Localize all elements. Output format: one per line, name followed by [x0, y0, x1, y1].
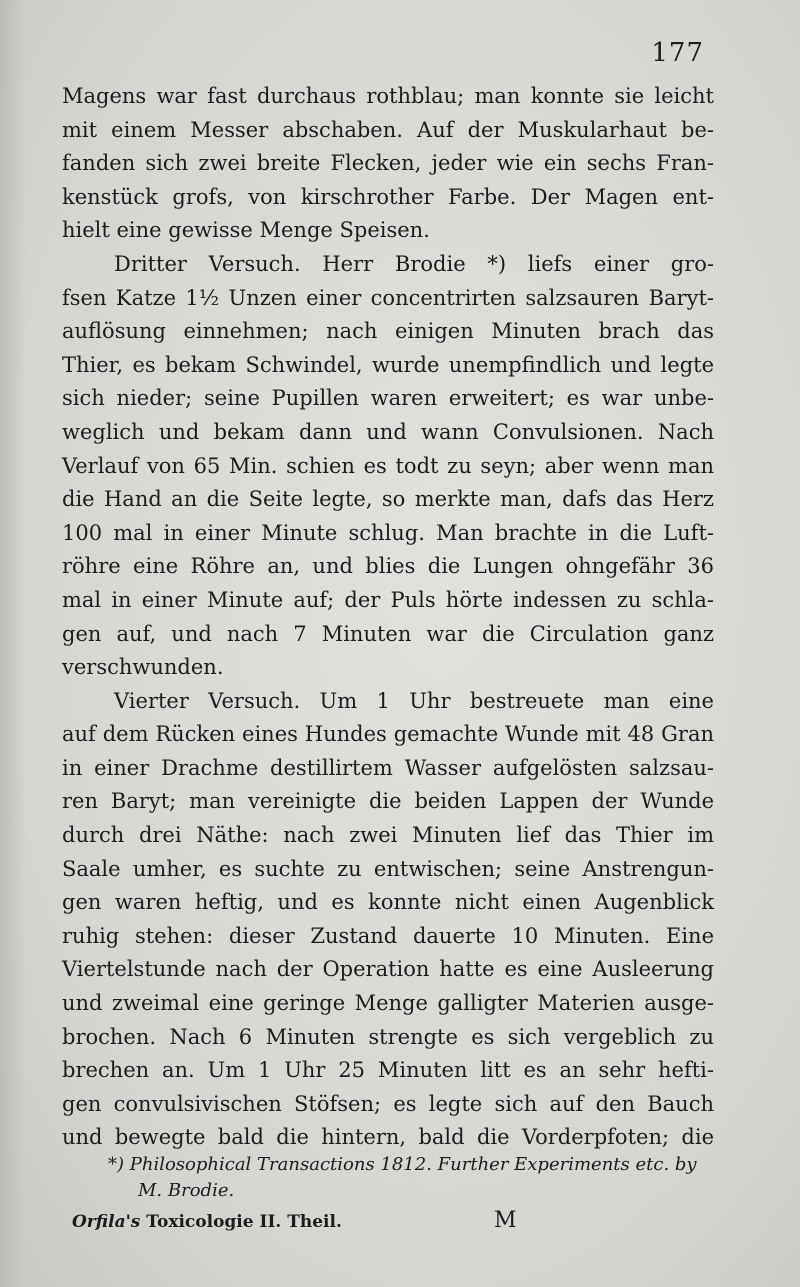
text-line: ruhig stehen: dieser Zustand dauerte 10 Minuten. Eine — [62, 923, 714, 948]
footnote-line: *) Philosophical Transactions 1812. Further Experiments etc. by — [108, 1154, 697, 1175]
text-line: Viertelstunde nach der Operation hatte es eine Ausleerung — [62, 957, 714, 982]
body-text — [62, 80, 714, 1155]
text-line: Vierter Versuch. Um 1 Uhr bestreuete man eine — [114, 688, 714, 713]
paragraph-third-experiment — [62, 248, 714, 685]
text-line: Magens war fast durchaus rothblau; man konnte sie leicht — [62, 84, 714, 108]
printer-signature — [72, 1212, 342, 1232]
text-line: die Hand an die Seite legte, so merkte man, dafs das Herz — [62, 487, 714, 512]
text-line: ren Baryt; man vereinigte die beiden Lappen der Wunde — [62, 789, 714, 814]
text-line: Saale umher, es suchte zu entwischen; seine Anstrengun- — [62, 856, 714, 881]
text-line: brochen. Nach 6 Minuten strengte es sich vergeblich zu — [62, 1024, 714, 1049]
text-line: Thier, es bekam Schwindel, wurde unempfindlich und legte — [62, 352, 714, 377]
text-line: sich nieder; seine Pupillen waren erweitert; es war unbe- — [62, 386, 714, 411]
text-line: Verlauf von 65 Min. schien es todt zu seyn; aber wenn man — [62, 453, 714, 478]
footnote — [108, 1152, 728, 1204]
signature-title: Toxicologie II. Theil. — [146, 1212, 342, 1232]
text-line: gen auf, und nach 7 Minuten war die Circulation ganz — [62, 621, 714, 646]
text-line: weglich und bekam dann und wann Convulsionen. Nach — [62, 419, 714, 444]
text-line: brechen an. Um 1 Uhr 25 Minuten litt es an sehr hefti- — [62, 1058, 714, 1083]
text-line: auf dem Rücken eines Hundes gemachte Wunde mit 48 Gran — [62, 722, 714, 747]
footnote-line: M. Brodie. — [138, 1180, 235, 1201]
page-number: 177 — [651, 38, 704, 68]
paragraph-stomach — [62, 80, 714, 248]
text-line: durch drei Näthe: nach zwei Minuten lief das Thier im — [62, 823, 714, 848]
text-line: mit einem Messer abschaben. Auf der Muskularhaut be- — [62, 117, 714, 142]
text-line: in einer Drachme destillirtem Wasser aufgelösten salzsau- — [62, 755, 714, 780]
text-line: und zweimal eine geringe Menge galligter Materien ausge- — [62, 991, 714, 1016]
text-line: fsen Katze 1½ Unzen einer concentrirten salzsauren Baryt- — [62, 285, 714, 310]
text-line: und bewegte bald die hintern, bald die Vorderpfoten; die — [62, 1125, 714, 1150]
binding-shadow — [0, 0, 26, 1287]
signature-author: Orfila's — [72, 1212, 141, 1232]
text-line: hielt eine gewisse Menge Speisen. — [62, 218, 430, 243]
text-line: gen waren heftig, und es konnte nicht einen Augenblick — [62, 890, 714, 915]
text-line: 100 mal in einer Minute schlug. Man brachte in die Luft- — [62, 520, 714, 545]
text-line: gen convulsivischen Stöfsen; es legte sich auf den Bauch — [62, 1091, 714, 1116]
sheet-mark: M — [494, 1208, 517, 1233]
text-line: auflösung einnehmen; nach einigen Minuten brach das — [62, 319, 714, 344]
text-line: verschwunden. — [62, 655, 224, 680]
text-line: Dritter Versuch. Herr Brodie *) liefs einer gro- — [114, 251, 714, 276]
text-line: kenstück grofs, von kirschrother Farbe. Der Magen ent- — [62, 184, 714, 209]
paragraph-fourth-experiment — [62, 685, 714, 1155]
text-line: mal in einer Minute auf; der Puls hörte indessen zu schla- — [62, 587, 714, 612]
text-line: fanden sich zwei breite Flecken, jeder wie ein sechs Fran- — [62, 151, 714, 176]
text-line: röhre eine Röhre an, und blies die Lungen ohngefähr 36 — [62, 554, 714, 579]
